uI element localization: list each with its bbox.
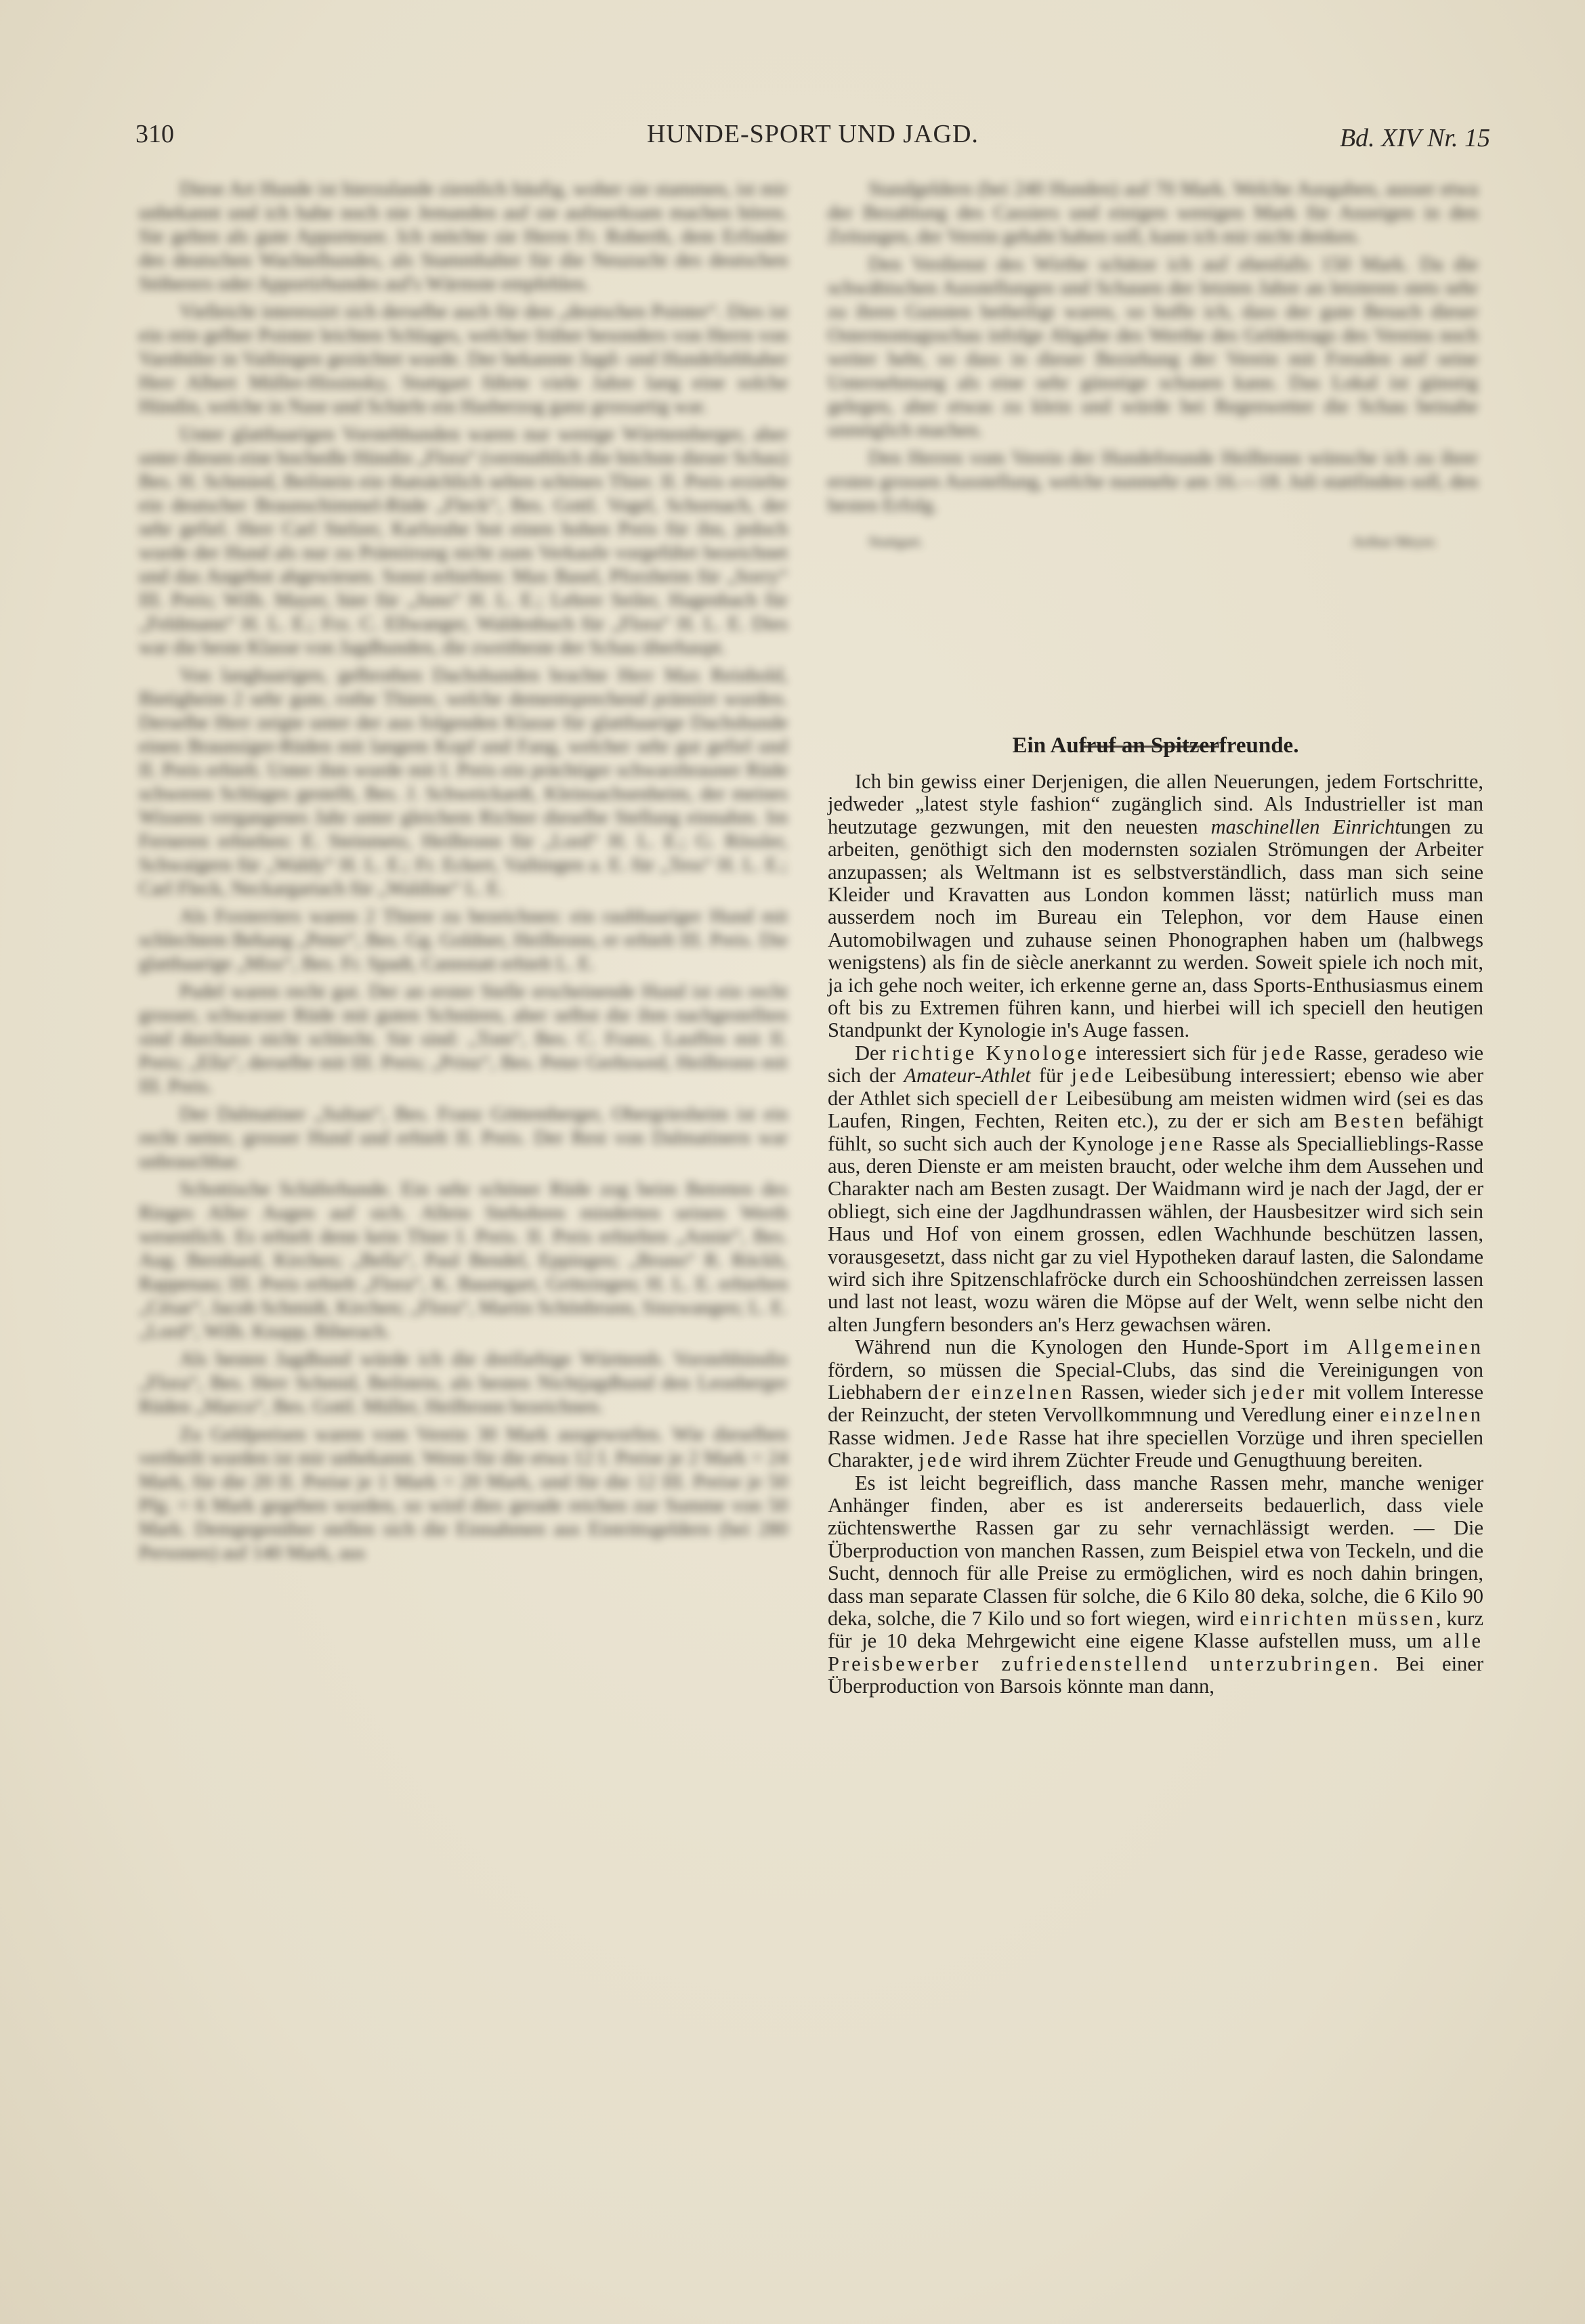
signature-author: Arthur Meyer.	[1352, 533, 1437, 550]
paragraph: Als besten Jagdhund würde ich die dreifarbige Württemb. Vorstehhündin „Flora“, Bes. Herr Schmid, Beilstein, als besten Nichtjagdhund den Leonberger Rüden „Marco“, Bes. Gottl. Müller, Heilbronn bezeichnen.	[139, 1348, 788, 1417]
paragraph: Als Foxterriers waren 2 Thiere zu bezeichnen: ein rauhhaariger Hund mit schlechtem Behang „Peter“, Bes. Gg. Goldner, Heilbronn, er erhielt III. Preis. Die glatthaarige „Miss“, Bes. Fr. Spadt, Cannstatt erhielt L. E.	[139, 905, 788, 974]
paragraph: Vielleicht interessirt sich derselbe auch für den „deutschen Pointer“. Dies ist ein rein gelber Pointer leichten Schlages, welcher früher besonders von Herrn von Varnbüler in Vaihingen gezüchtet wurde. Der bekannte Jagd- und Hundeliebhaber Herr Albert Müller-Hissinsky, Stuttgart führte viele Jahre lang eine solche Hündin, welche in Nase und Schärfe ein Hasberzog ganz grossartig war.	[139, 301, 788, 417]
journal-title: HUNDE-SPORT UND JAGD.	[647, 120, 979, 148]
article-paragraph: Während nun die Kynologen den Hunde-Sport im Allgemeinen fördern, so müssen die Special-Clubs, das sind die Vereinigungen von Liebhabern der einzelnen Rassen, wieder sich jeder mit vollem Interesse der Reinzucht, der steten Vervollkommnung und Veredlung einer einzelnen Rasse widmen. Jede Rasse hat ihre speciellen Vorzüge und ihren speciellen Charakter, jede wird ihrem Züchter Freude und Genugthuung bereiten.	[828, 1335, 1483, 1472]
article-title: Ein Aufruf an Spitzerfreunde.	[1012, 733, 1299, 758]
paragraph: Schottische Schäferhunde. Ein sehr schöner Rüde zog beim Betreten des Ringes Aller Augen auf sich. Allein Stehohren minderten seinen Werth wesentlich. Es erhielt denn kein Thier I. Preis. II. Preis erhielten „Annie“, Bes. Aug. Bernhard, Kirchen; „Bella“, Paul Bendel, Eppingen; „Bruno“ R. Röckh, Rappenau; III. Preis erhielt „Flora“, K. Baumgart, Grötzingen; H. L. E. erhielten „César“, Jacob Schmidt, Kirchen; „Flora“, Martin Schönbrunn, Sinzwangen; L. E. „Lord“, Wilh. Knapp, Biberach.	[139, 1178, 788, 1342]
left-column-text	[139, 177, 788, 2175]
paragraph: Pudel waren recht gut. Der an erster Stelle erscheinende Hund ist ein recht grosser, schwarzer Rüde mit guten Schnüren, aber selbst die ihm nachgestellten sind durchaus nicht schlecht. Sie sind: „Tom“, Bes. C. Franz, Lauffen mit II. Preis; „Ella“, derselbe mit III. Preis; „Prinz“, Bes. Peter Gerhswed, Heilbronn mit III. Preis.	[139, 981, 788, 1097]
article-paragraph: Der richtige Kynologe interessiert sich für jede Rasse, geradeso wie sich der Amateur-Athlet für jede Leibesübung interessiert; ebenso wie aber der Athlet sich speciell der Leibesübung am meisten widmen wird (sei es das Laufen, Ringen, Fechten, Reiten etc.), zu der er sich am Besten befähigt fühlt, so sucht sich auch der Kynologe jene Rasse als Speciallieblings-Rasse aus, deren Dienste er am meisten braucht, oder welche ihm dem Aussehen und Charakter nach am Besten zusagt. Der Waidmann wird je nach der Jagd, der er obliegt, sich eine der Jagdhundrassen wählen, der Hausbesitzer wird sich sein Haus und Hof von einem grossen, edlen Wachhunde beschützen lassen, vorausgesetzt, dass nicht gar zu viel Hypotheken darauf lasten, die Salondame wird sich ihre Spitzenschlafröcke durch ein Schooshündchen zerreissen lassen und last not least, wozu wären die Möpse auf der Welt, wenn selbe nicht den alten Jungfern besonders an's Herz gewachsen wären.	[828, 1041, 1484, 1336]
paragraph: Zu Geldpreisen waren vom Verein 30 Mark ausgeworfen. Wie dieselben vertheilt wurden ist mir unbekannt. Wenn für die etwa 12 I. Preise je 2 Mark = 24 Mark, für die 20 II. Preise je 1 Mark = 20 Mark, und für die 12 III. Preise je 50 Pfg. = 6 Mark gegeben wurden, so wird dies gerade reichen zur Summe von 50 Mark. Demgegenüber stellen sich die Einnahmen aus Eintrittsgeldern (bei 280 Personen) auf 140 Mark, aus	[139, 1423, 788, 1564]
article-body	[828, 771, 1483, 1698]
signature-place: Stuttgart.	[868, 533, 924, 550]
page-header	[135, 119, 1490, 160]
paragraph: Von langhaarigen, gelbrothen Dachshunden brachte Herr Max Reinhold, Bietigheim 2 sehr gute, rothe Thiere, welche dementsprechend prämiirt wurden. Derselbe Herr zeigte unter der aus folgenden Klasse für glatthaarige Dachshunde einen Braunsiger-Rüden mit langem Kopf und Fang, welcher sehr gut gefiel und II. Preis erhielt. Unter ihm wurde mit I. Preis ein prächtiger schwarzbrauner Rüde schweren Schlages gestellt, Bes. J. Schweickardt, Kleinsachsenheim, der meines Wissens vergangenes Jahr unter gleichem Richter dieselbe Stellung einnahm. Im Ferneren erhielten: E. Steinmetz, Heilbronn für „Lord“ H. L. E.; G. Rössler, Schwaigern für „Waldy“ H. L. E.; Fr. Eckert, Vaihingen a. E. für „Tess“ H. L. E.; Carl Fleck, Neckargartach für „Waldine“ L. E.	[139, 664, 788, 899]
paragraph: Standgeldern (bei 240 Hunden) auf 70 Mark. Welche Ausgaben, ausser etwa der Bezahlung des Cassiers und einigen wenigen Mark für Anzeigen in den Zeitungen, der Verein gehabt haben soll, kann ich mir nicht denken.	[828, 178, 1478, 247]
article-paragraph: Es ist leicht begreiflich, dass manche Rassen mehr, manche weniger Anhänger finden, aber es ist andererseits bedauerlich, dass viele züchtenswerthe Rassen gar zu sehr vernachlässigt werden. — Die Überproduction von manchen Rassen, zum Beispiel etwa von Teckeln, und die Sucht, dennoch für alle Preise zu ermöglichen, wird es noch dahin bringen, dass man separate Classen für solche, die 6 Kilo 80 deka, solche, die 6 Kilo 90 deka, solche, die 7 Kilo und so fort wiegen, wird einrichten müssen, kurz für je 10 deka Mehrgewicht eine eigene Klasse aufstellen muss, um alle Preisbewerber zufriedenstellend unterzubringen. Bei einer Überproduction von Barsois könnte man dann,	[828, 1471, 1483, 1698]
right-column-top-text	[828, 177, 1478, 719]
signature-line	[828, 530, 1478, 553]
page-number: 310	[135, 120, 174, 148]
article-paragraph: Ich bin gewiss einer Derjenigen, die allen Neuerungen, jedem Fortschritte, jedweder „latest style fashion“ zugänglich sind. Als Industrieller ist man heutzutage gezwungen, mit den neuesten maschinellen Einrichtungen zu arbeiten, genöthigt sich den modernsten sozialen Strömungen der Arbeiter anzupassen; als Weltmann ist es selbstverständlich, dass man sich seine Kleider und Kravatten aus London kommen lässt; natürlich muss man ausserdem noch im Bureau ein Telephon, vor dem Hause einen Automobilwagen und zuhause seinen Phonographen haben um (halbwegs wenigstens) als fin de siècle anerkannt zu werden. Soweit spiele ich noch mit, ja ich gehe noch weiter, ich erkenne gerne an, dass Sports-Enthusiasmus einem oft bis zu Extremen führen kann, und hierbei will ich speciell den heutigen Standpunkt der Kynologie in's Auge fassen.	[828, 770, 1483, 1042]
paragraph: Unter glatthaarigen Vorstehhunden waren nur wenige Württemberger, aber unter diesen eine hochedle Hündin „Flora“ (vermuthlich die höchste dieser Schau) Bes. H. Schmied, Beilstein ein thatsächlich selten schönes Thier. II. Preis erzielte ein deutscher Braunschimmel-Rüde „Fleck“, Bes. Gottl. Vogel, Schornach, der sehr gefiel. Herr Carl Stelzer, Karlsruhe bot einen hohen Preis für ihn, jedoch wurde der Hund als nur zu Prämiirung nicht zum Verkaufe vorgeführt bezeichnet und das Angebot abgewiesen. Sonst erhielten: Max Basel, Pforzheim für „Sorry“ III. Preis; Wilh. Mayer, hier für „Juno“ H. L. E.; Lehrer Seiler, Hagenbach für „Feldmann“ H. L. E.; Frz. C. Ellwanger, Waldenbuch für „Flora“ H. L. E. Dies war die beste Klasse von Jagdhunden, die zweitbeste der Schau überhaupt.	[139, 423, 788, 658]
paragraph: Den Herren vom Verein der Hundefreunde Heilbronn wünsche ich zu ihrer ersten grossen Ausstellung, welche nunmehr am 16.—18. Juli stattfinden soll, den besten Erfolg.	[828, 447, 1478, 516]
paragraph: Der Dalmatiner „Sultan“, Bes. Franz Göttemberger, Obergriesheim ist ein recht netter, grosser Hund und erhielt II. Preis. Der Rest von Dalmatinern war unbrauchbar.	[139, 1103, 788, 1172]
volume-issue: Bd. XIV Nr. 15	[1339, 124, 1490, 152]
paragraph: Den Verdienst des Wirthe schätze ich auf ebenfalls 150 Mark. Da die schwäbischen Ausstellungen und Schauen der letzten Jahre an letzteren stets sehr zu ihren Gunsten betheiligt waren, so hoffe ich, dass der gute Besuch dieser Ostermontagsschau infolge Abgabe des Werthe des Geldertrags des Vereins noch weiter hebt, so dass in dieser Beziehung der Verein mit Freuden auf seine Unternehmung als eine sehr günstige schauen kann. Das Lokal ist günstig gelegen, aber etwas zu klein und würde bei Regenwetter die Schau beinahe unmöglich machen.	[828, 253, 1478, 441]
article-spitzerfreunde	[828, 733, 1483, 2168]
paragraph: Diese Art Hunde ist hierzulande ziemlich häufig, woher sie stammen, ist mir unbekannt und ich habe noch nie Jemanden auf sie aufmerksam machen hören. Sie gelten als gute Apporteure. Ich möchte sie Herrn Fr. Roberth, dem Erfinder des deutschen Wachtelhundes, als Stammhalter für die Neuzucht des deutschen Stöberers oder Apportirhundes auf's Wärmste empfehlen.	[139, 178, 788, 295]
